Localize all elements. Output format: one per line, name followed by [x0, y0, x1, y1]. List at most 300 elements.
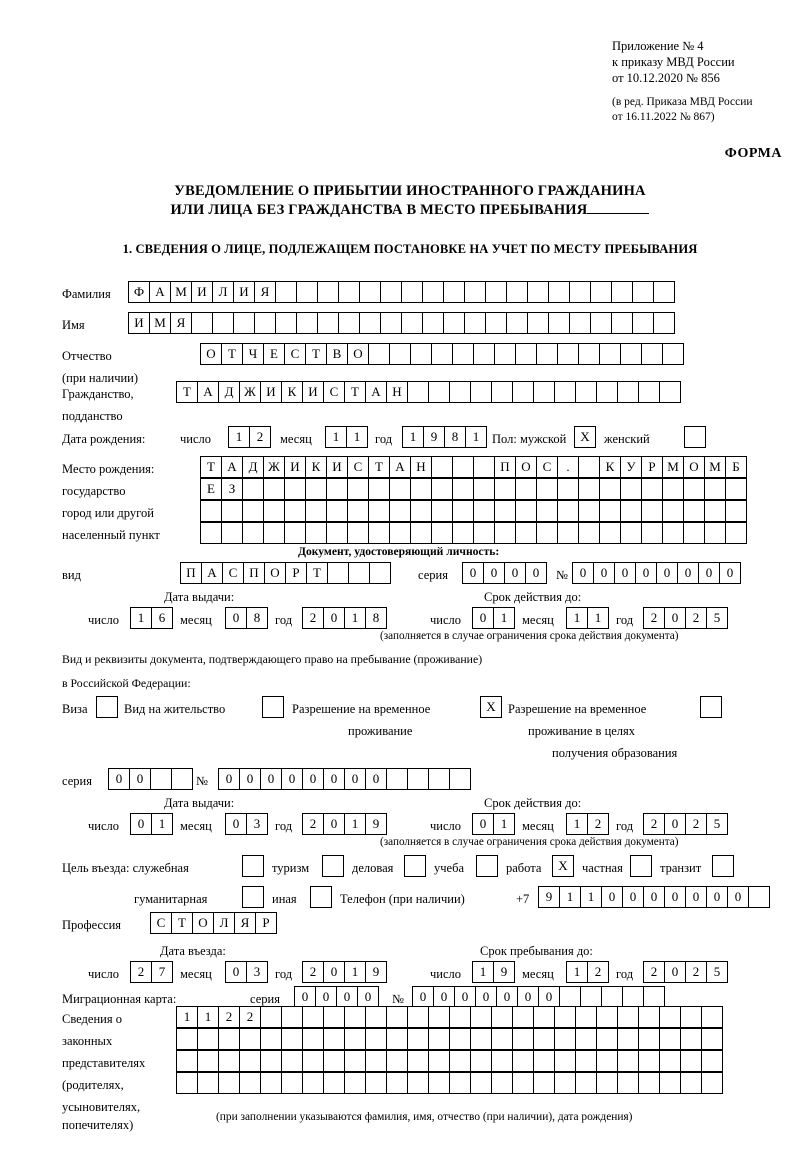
form-cell[interactable]: 0 [344, 768, 366, 790]
phone-cells[interactable] [538, 886, 769, 908]
form-cell[interactable]: К [305, 456, 327, 478]
form-cell[interactable] [683, 500, 705, 522]
entry-day-cells[interactable] [130, 961, 172, 983]
form-cell[interactable]: 6 [151, 607, 173, 629]
form-cell[interactable] [533, 1050, 555, 1072]
form-cell[interactable] [347, 522, 369, 544]
form-cell[interactable] [575, 381, 597, 403]
form-cell[interactable]: М [149, 312, 171, 334]
form-cell[interactable]: 0 [664, 886, 686, 908]
form-cell[interactable]: . [557, 456, 579, 478]
form-cell[interactable]: 5 [706, 607, 728, 629]
form-cell[interactable]: Д [218, 381, 240, 403]
form-cell[interactable]: 1 [151, 813, 173, 835]
form-cell[interactable]: 2 [643, 961, 665, 983]
form-cell[interactable]: 0 [472, 607, 494, 629]
form-cell[interactable] [452, 500, 474, 522]
form-cell[interactable] [197, 1028, 219, 1050]
form-cell[interactable] [533, 381, 555, 403]
form-cell[interactable] [365, 1050, 387, 1072]
form-cell[interactable] [323, 1050, 345, 1072]
birth-place-country-cells[interactable] [200, 456, 746, 478]
form-cell[interactable]: Р [641, 456, 663, 478]
form-cell[interactable]: П [180, 562, 202, 584]
form-cell[interactable]: И [284, 456, 306, 478]
form-cell[interactable] [470, 1006, 492, 1028]
form-cell[interactable] [176, 1050, 198, 1072]
form-cell[interactable]: 0 [225, 607, 247, 629]
form-cell[interactable] [596, 1072, 618, 1094]
form-cell[interactable] [680, 1006, 702, 1028]
purpose-study-checkbox[interactable] [476, 855, 498, 877]
form-cell[interactable] [242, 478, 264, 500]
form-cell[interactable] [431, 343, 453, 365]
form-cell[interactable] [632, 312, 654, 334]
form-cell[interactable]: 0 [664, 813, 686, 835]
form-cell[interactable]: 0 [129, 768, 151, 790]
form-cell[interactable] [200, 500, 222, 522]
form-cell[interactable]: Н [410, 456, 432, 478]
form-cell[interactable]: 9 [365, 961, 387, 983]
form-cell[interactable] [296, 281, 318, 303]
form-cell[interactable]: О [192, 912, 214, 934]
form-cell[interactable] [701, 1006, 723, 1028]
form-cell[interactable] [473, 343, 495, 365]
purpose-business-checkbox[interactable] [404, 855, 426, 877]
form-cell[interactable]: 1 [228, 426, 250, 448]
form-cell[interactable] [233, 312, 255, 334]
form-cell[interactable]: О [683, 456, 705, 478]
form-cell[interactable]: Н [386, 381, 408, 403]
form-cell[interactable] [239, 1028, 261, 1050]
purpose-transit-checkbox[interactable] [712, 855, 734, 877]
form-cell[interactable]: 0 [656, 562, 678, 584]
form-cell[interactable]: Т [306, 562, 328, 584]
birth-place-city-cells-2[interactable] [200, 500, 746, 522]
form-cell[interactable] [365, 1006, 387, 1028]
form-cell[interactable] [620, 478, 642, 500]
form-cell[interactable] [641, 478, 663, 500]
form-cell[interactable] [578, 500, 600, 522]
form-cell[interactable]: 0 [677, 562, 699, 584]
form-cell[interactable]: 0 [130, 813, 152, 835]
doc-issue-month-cells[interactable] [225, 607, 267, 629]
form-cell[interactable] [491, 1072, 513, 1094]
form-cell[interactable] [221, 500, 243, 522]
form-cell[interactable] [260, 1072, 282, 1094]
form-cell[interactable]: 2 [685, 607, 707, 629]
form-cell[interactable]: С [284, 343, 306, 365]
form-cell[interactable] [659, 1050, 681, 1072]
form-cell[interactable] [218, 1072, 240, 1094]
form-cell[interactable]: Е [200, 478, 222, 500]
form-cell[interactable] [473, 478, 495, 500]
form-cell[interactable] [296, 312, 318, 334]
form-cell[interactable] [452, 456, 474, 478]
form-cell[interactable]: И [326, 456, 348, 478]
doc-valid-month-cells[interactable] [566, 607, 608, 629]
form-cell[interactable] [263, 500, 285, 522]
form-cell[interactable] [515, 343, 537, 365]
form-cell[interactable]: М [662, 456, 684, 478]
form-cell[interactable]: Я [254, 281, 276, 303]
form-cell[interactable] [305, 478, 327, 500]
form-cell[interactable] [326, 500, 348, 522]
form-cell[interactable] [212, 312, 234, 334]
form-cell[interactable] [242, 500, 264, 522]
form-cell[interactable]: 0 [504, 562, 526, 584]
form-cell[interactable]: 2 [302, 961, 324, 983]
form-cell[interactable] [473, 500, 495, 522]
form-cell[interactable] [302, 1072, 324, 1094]
form-cell[interactable] [485, 281, 507, 303]
form-cell[interactable]: 0 [475, 986, 497, 1008]
form-cell[interactable] [704, 478, 726, 500]
form-cell[interactable] [473, 456, 495, 478]
form-cell[interactable] [347, 478, 369, 500]
form-cell[interactable]: С [323, 381, 345, 403]
form-cell[interactable] [368, 522, 390, 544]
form-cell[interactable]: 1 [559, 886, 581, 908]
form-cell[interactable] [365, 1072, 387, 1094]
form-cell[interactable] [638, 1072, 660, 1094]
purpose-humanitarian-checkbox[interactable] [242, 886, 264, 908]
stay-valid-year-cells[interactable] [643, 813, 727, 835]
form-cell[interactable]: 0 [323, 813, 345, 835]
visa-checkbox[interactable] [96, 696, 118, 718]
form-cell[interactable] [260, 1050, 282, 1072]
form-cell[interactable] [617, 1006, 639, 1028]
form-cell[interactable] [368, 478, 390, 500]
form-cell[interactable]: Р [285, 562, 307, 584]
form-cell[interactable] [449, 1072, 471, 1094]
form-cell[interactable] [662, 343, 684, 365]
form-cell[interactable]: 0 [108, 768, 130, 790]
form-cell[interactable]: Л [212, 281, 234, 303]
form-cell[interactable]: А [197, 381, 219, 403]
form-cell[interactable] [431, 478, 453, 500]
form-cell[interactable]: 0 [727, 886, 749, 908]
form-cell[interactable]: О [200, 343, 222, 365]
form-cell[interactable] [701, 1028, 723, 1050]
form-cell[interactable] [176, 1072, 198, 1094]
form-cell[interactable] [200, 522, 222, 544]
form-cell[interactable] [344, 1072, 366, 1094]
form-cell[interactable]: 1 [587, 607, 609, 629]
form-cell[interactable]: И [128, 312, 150, 334]
form-cell[interactable]: 1 [493, 607, 515, 629]
form-cell[interactable] [443, 281, 465, 303]
form-cell[interactable] [557, 522, 579, 544]
form-cell[interactable]: 1 [197, 1006, 219, 1028]
form-cell[interactable]: 0 [357, 986, 379, 1008]
form-cell[interactable] [407, 1050, 429, 1072]
form-cell[interactable] [470, 381, 492, 403]
form-cell[interactable] [620, 522, 642, 544]
form-cell[interactable]: Т [171, 912, 193, 934]
form-cell[interactable] [176, 1028, 198, 1050]
form-cell[interactable]: С [150, 912, 172, 934]
form-cell[interactable] [596, 1028, 618, 1050]
birth-place-city-cells-1[interactable] [200, 478, 746, 500]
form-cell[interactable] [464, 281, 486, 303]
form-cell[interactable] [491, 1028, 513, 1050]
form-cell[interactable] [512, 1050, 534, 1072]
form-cell[interactable] [506, 281, 528, 303]
form-cell[interactable] [748, 886, 770, 908]
form-cell[interactable] [344, 1050, 366, 1072]
form-cell[interactable] [485, 312, 507, 334]
form-cell[interactable] [443, 312, 465, 334]
form-cell[interactable] [407, 1072, 429, 1094]
form-cell[interactable] [575, 1072, 597, 1094]
form-cell[interactable] [428, 1028, 450, 1050]
form-cell[interactable] [548, 281, 570, 303]
form-cell[interactable]: В [326, 343, 348, 365]
form-cell[interactable] [617, 1028, 639, 1050]
citizenship-cells[interactable] [176, 381, 680, 403]
form-cell[interactable] [569, 312, 591, 334]
form-cell[interactable] [452, 522, 474, 544]
stay-number-cells[interactable] [218, 768, 470, 790]
form-cell[interactable] [369, 562, 391, 584]
form-cell[interactable]: Л [213, 912, 235, 934]
form-cell[interactable] [305, 522, 327, 544]
form-cell[interactable] [401, 281, 423, 303]
purpose-work-checkbox[interactable]: X [552, 855, 574, 877]
form-cell[interactable]: Ф [128, 281, 150, 303]
form-cell[interactable]: 0 [336, 986, 358, 1008]
form-cell[interactable] [575, 1028, 597, 1050]
form-cell[interactable]: 2 [685, 961, 707, 983]
form-cell[interactable]: 0 [664, 607, 686, 629]
form-cell[interactable] [470, 1050, 492, 1072]
form-cell[interactable]: 1 [580, 886, 602, 908]
birth-year-cells[interactable] [402, 426, 486, 448]
form-cell[interactable] [533, 1072, 555, 1094]
form-cell[interactable] [536, 500, 558, 522]
form-cell[interactable] [506, 312, 528, 334]
form-cell[interactable] [431, 522, 453, 544]
form-cell[interactable] [659, 381, 681, 403]
form-cell[interactable]: 2 [643, 607, 665, 629]
form-cell[interactable]: А [221, 456, 243, 478]
form-cell[interactable] [317, 281, 339, 303]
form-cell[interactable] [653, 312, 675, 334]
edu-residence-checkbox[interactable] [700, 696, 722, 718]
form-cell[interactable]: 1 [344, 607, 366, 629]
form-cell[interactable] [410, 478, 432, 500]
form-cell[interactable]: К [281, 381, 303, 403]
form-cell[interactable]: 2 [587, 961, 609, 983]
form-cell[interactable] [641, 522, 663, 544]
form-cell[interactable]: 0 [572, 562, 594, 584]
birth-place-city-cells-3[interactable] [200, 522, 746, 544]
form-cell[interactable] [275, 281, 297, 303]
temp-residence-checkbox[interactable]: X [480, 696, 502, 718]
form-cell[interactable] [680, 1072, 702, 1094]
form-cell[interactable] [515, 500, 537, 522]
form-cell[interactable] [263, 478, 285, 500]
stay-issue-day-cells[interactable] [130, 813, 172, 835]
form-cell[interactable]: 9 [423, 426, 445, 448]
form-cell[interactable] [596, 381, 618, 403]
form-cell[interactable] [662, 500, 684, 522]
form-cell[interactable] [281, 1050, 303, 1072]
form-cell[interactable]: 0 [315, 986, 337, 1008]
form-cell[interactable] [338, 281, 360, 303]
form-cell[interactable]: 0 [294, 986, 316, 1008]
form-cell[interactable] [494, 500, 516, 522]
form-cell[interactable] [347, 500, 369, 522]
form-cell[interactable]: 0 [719, 562, 741, 584]
form-cell[interactable] [590, 281, 612, 303]
form-cell[interactable] [620, 500, 642, 522]
purpose-other-checkbox[interactable] [310, 886, 332, 908]
form-cell[interactable] [281, 1028, 303, 1050]
sex-female-checkbox[interactable] [684, 426, 706, 448]
form-cell[interactable] [575, 1006, 597, 1028]
doc-valid-year-cells[interactable] [643, 607, 727, 629]
form-cell[interactable]: 8 [365, 607, 387, 629]
form-cell[interactable]: 8 [444, 426, 466, 448]
form-cell[interactable] [725, 478, 747, 500]
form-cell[interactable] [536, 478, 558, 500]
form-cell[interactable]: К [599, 456, 621, 478]
form-cell[interactable] [344, 1028, 366, 1050]
form-cell[interactable] [449, 1006, 471, 1028]
sex-male-checkbox[interactable]: X [574, 426, 596, 448]
stay-valid-day-cells[interactable] [472, 813, 514, 835]
form-cell[interactable]: 0 [601, 886, 623, 908]
form-cell[interactable] [302, 1006, 324, 1028]
form-cell[interactable] [323, 1006, 345, 1028]
form-cell[interactable]: 5 [706, 961, 728, 983]
form-cell[interactable]: 0 [664, 961, 686, 983]
form-cell[interactable]: Ж [239, 381, 261, 403]
form-cell[interactable] [617, 1072, 639, 1094]
form-cell[interactable] [599, 522, 621, 544]
form-cell[interactable] [260, 1006, 282, 1028]
form-cell[interactable] [323, 1028, 345, 1050]
form-cell[interactable]: 0 [239, 768, 261, 790]
purpose-service-checkbox[interactable] [242, 855, 264, 877]
form-cell[interactable] [473, 522, 495, 544]
legal-rep-row-4[interactable] [176, 1072, 722, 1094]
form-cell[interactable] [410, 343, 432, 365]
form-cell[interactable] [491, 1050, 513, 1072]
form-cell[interactable]: 9 [538, 886, 560, 908]
form-cell[interactable] [680, 1028, 702, 1050]
form-cell[interactable] [599, 500, 621, 522]
form-cell[interactable]: А [365, 381, 387, 403]
form-cell[interactable] [515, 522, 537, 544]
form-cell[interactable] [527, 312, 549, 334]
form-cell[interactable]: Ж [263, 456, 285, 478]
form-cell[interactable] [171, 768, 193, 790]
stay-until-day-cells[interactable] [472, 961, 514, 983]
form-cell[interactable] [302, 1050, 324, 1072]
form-cell[interactable] [512, 1028, 534, 1050]
form-cell[interactable] [557, 478, 579, 500]
stay-issue-month-cells[interactable] [225, 813, 267, 835]
form-cell[interactable] [596, 1006, 618, 1028]
form-cell[interactable] [389, 343, 411, 365]
form-cell[interactable]: О [264, 562, 286, 584]
form-cell[interactable] [569, 281, 591, 303]
form-cell[interactable]: 2 [302, 607, 324, 629]
form-cell[interactable]: 0 [472, 813, 494, 835]
form-cell[interactable]: 0 [698, 562, 720, 584]
form-cell[interactable] [422, 312, 444, 334]
form-cell[interactable] [407, 381, 429, 403]
form-cell[interactable]: Т [305, 343, 327, 365]
form-cell[interactable] [620, 343, 642, 365]
form-cell[interactable] [386, 768, 408, 790]
form-cell[interactable] [218, 1050, 240, 1072]
form-cell[interactable]: Т [368, 456, 390, 478]
form-cell[interactable] [464, 312, 486, 334]
form-cell[interactable] [327, 562, 349, 584]
form-cell[interactable] [449, 768, 471, 790]
form-cell[interactable]: 0 [525, 562, 547, 584]
form-cell[interactable]: Д [242, 456, 264, 478]
form-cell[interactable] [701, 1072, 723, 1094]
form-cell[interactable]: 1 [176, 1006, 198, 1028]
form-cell[interactable]: 0 [433, 986, 455, 1008]
form-cell[interactable] [407, 1006, 429, 1028]
form-cell[interactable] [470, 1028, 492, 1050]
form-cell[interactable] [559, 986, 581, 1008]
form-cell[interactable] [662, 478, 684, 500]
form-cell[interactable] [494, 343, 516, 365]
form-cell[interactable]: С [222, 562, 244, 584]
form-cell[interactable] [536, 343, 558, 365]
form-cell[interactable] [659, 1006, 681, 1028]
form-cell[interactable]: 8 [246, 607, 268, 629]
form-cell[interactable] [548, 312, 570, 334]
form-cell[interactable] [641, 343, 663, 365]
form-cell[interactable]: 0 [685, 886, 707, 908]
form-cell[interactable]: А [389, 456, 411, 478]
form-cell[interactable] [512, 381, 534, 403]
form-cell[interactable] [368, 500, 390, 522]
form-cell[interactable]: Е [263, 343, 285, 365]
form-cell[interactable]: У [620, 456, 642, 478]
form-cell[interactable] [554, 1006, 576, 1028]
form-cell[interactable] [242, 522, 264, 544]
stay-until-month-cells[interactable] [566, 961, 608, 983]
surname-cells[interactable] [128, 281, 674, 303]
form-cell[interactable]: 1 [325, 426, 347, 448]
form-cell[interactable] [284, 478, 306, 500]
form-cell[interactable] [638, 1006, 660, 1028]
form-cell[interactable] [317, 312, 339, 334]
form-cell[interactable] [512, 1072, 534, 1094]
form-cell[interactable]: 0 [614, 562, 636, 584]
form-cell[interactable]: 0 [538, 986, 560, 1008]
form-cell[interactable] [389, 478, 411, 500]
form-cell[interactable]: А [201, 562, 223, 584]
form-cell[interactable] [449, 381, 471, 403]
form-cell[interactable]: 1 [130, 607, 152, 629]
form-cell[interactable] [380, 312, 402, 334]
form-cell[interactable] [662, 522, 684, 544]
form-cell[interactable] [197, 1050, 219, 1072]
form-cell[interactable]: 1 [402, 426, 424, 448]
form-cell[interactable] [422, 281, 444, 303]
form-cell[interactable] [725, 522, 747, 544]
